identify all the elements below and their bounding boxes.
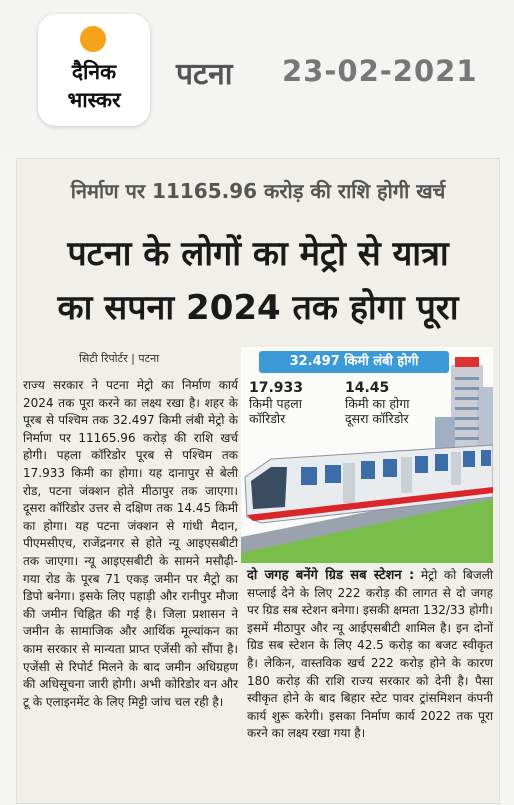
article-body-right [247,567,493,743]
logo-text-line1: दैनिक [71,60,117,84]
corridor-1-desc: किमी पहला कॉरिडोर [249,396,302,426]
total-length-banner: 32.497 किमी लंबी होगी [259,351,449,373]
article-subheading: निर्माण पर 11165.96 करोड़ की राशि होगी खर्च [70,179,446,203]
article-body-left: राज्य सरकार ने पटना मेट्रो का निर्माण कार्य 2024 तक पूरा करने का लक्ष्य रखा है। शहर के पूरब से पश्चिम तक 32.497 किमी लंबी मेट्रो के निर्माण पर 11165.96 करोड़ की राशि खर्च होगी। पहला कॉरिडोर पूरब से पश्चिम तक 17.933 किमी का होगा। यह दानापुर से बेली रोड, पटना जंक्शन होते मीठापुर तक जाएगा। दूसरा कॉरिडोर उत्तर से दक्षिण तक 14.45 किमी का होगा। यह पटना जंक्शन से गांधी मैदान, पीएमसीएच, राजेंद्रनगर से होते न्यू आइएसबीटी तक जाएगा। न्यू आइएसबीटी के सामने मसौढ़ी-गया रोड के पूरब 71 एकड़ जमीन पर मैट्रो का डिपो बनेगा। इसके लिए पहाड़ी और रानीपुर मौजा की जमीन चिह्नित की गई है। जिला प्रशासन ने जमीन के सामाजिक और आर्थिक मूल्यांकन का काम सरकार से मान्यता प्राप्त एजेंसी को सौंपा है। एजेंसी से रिपोर्ट मिलने के बाद जमीन अधिग्रहण की अधिसूचना जारी होगी। अभी कोरिडोर वन और टू के एलाइनमेंट के लिए मिट्टी जांच चल रही है। [23,378,238,709]
article-headline-line2: का सपना 2024 तक होगा पूरा [57,288,459,328]
corridor-2-label [345,381,431,426]
sun-logo-icon [80,26,106,52]
grid-substation-lead: दो जगह बनेंगे ग्रिड सब स्टेशन : [247,568,415,583]
grid-substation-text: मेट्रो को बिजली सप्लाई देने के लिए 222 करोड़ की लागत से दो जगह पर ग्रिड सब स्टेशन बनेगा। इसकी क्षमता 132/33 होगी। इसमें मीठापुर और न्यू आईएसबीटी शामिल है। इन दोनों ग्रिड सब स्टेशन के लिए 42.5 करोड़ का बजट स्वीकृत है। लेकिन, वास्तविक खर्च 222 करोड़ होने के कारण 180 करोड़ की राशि राज्य सरकार को देनी है। पैसा स्वीकृत होने के बाद बिहार स्टेट पावर ट्रांसमिशन कंपनी कार्य शुरू करेगी। इसका निर्माण कार्य 2022 तक पूरा करने का लक्ष्य रखा गया है। [247,568,493,741]
app-header [0,0,514,150]
dainik-bhaskar-logo[interactable] [38,14,150,126]
corridor-2-length: 14.45 [345,380,390,396]
edition-date: 23-02-2021 [282,54,478,88]
metro-graphic [241,347,493,563]
article-headline-line1: पटना के लोगों का मेट्रो से यात्रा [67,234,449,274]
reporter-byline: सिटी रिपोर्टर | पटना [79,352,160,365]
logo-text-line2: भास्कर [67,88,121,112]
edition-city: पटना [176,57,233,92]
newspaper-clipping [16,158,500,804]
corridor-1-label [249,381,335,426]
corridor-2-desc: किमी का होगा दूसरा कॉरिडोर [345,396,410,426]
corridor-1-length: 17.933 [249,380,304,396]
